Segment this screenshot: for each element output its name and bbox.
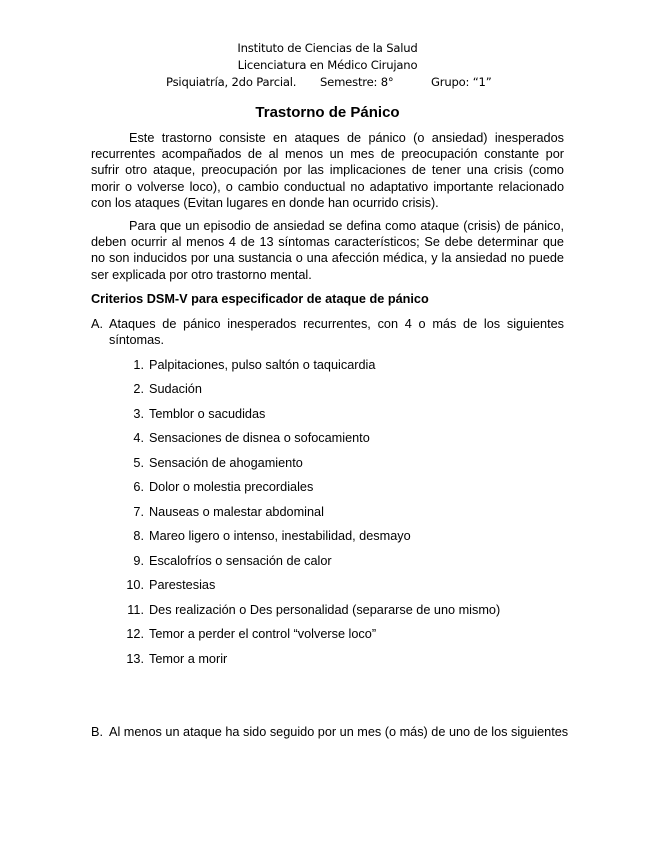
list-item-number: 13.: [126, 652, 144, 666]
list-item-text: Escalofríos o sensación de calor: [149, 554, 332, 568]
institution-name: Instituto de Ciencias de la Salud: [237, 41, 418, 55]
list-item-number: 1.: [133, 358, 144, 372]
list-item-text: Des realización o Des personalidad (separarse de uno mismo): [149, 603, 501, 617]
list-item-number: 3.: [133, 407, 144, 421]
list-item-text: Nauseas o malestar abdominal: [149, 505, 324, 519]
intro-paragraph: [91, 130, 564, 211]
list-item-number: 10.: [126, 578, 144, 592]
definition-paragraph-text: Para que un episodio de ansiedad se defina como ataque (crisis) de pánico, deben ocurrir al menos 4 de 13 síntomas característicos; Se debe determinar que no son inducidos por una sustancia o una afección médica, y la ansiedad no puede ser explicada por otro trastorno mental.: [91, 219, 564, 282]
list-item-number: 7.: [133, 505, 144, 519]
criterion-a-label: A.: [91, 317, 103, 331]
list-item-number: 12.: [126, 627, 144, 641]
course-label: Psiquiatría, 2do Parcial.: [166, 75, 297, 89]
list-item-text: Palpitaciones, pulso saltón o taquicardia: [149, 358, 376, 372]
list-item-text: Dolor o molestia precordiales: [149, 480, 314, 494]
list-item-number: 11.: [127, 603, 144, 617]
semester-label: Semestre: 8°: [320, 75, 394, 89]
document-title: Trastorno de Pánico: [255, 104, 400, 121]
list-item-text: Sensación de ahogamiento: [149, 456, 303, 470]
criterion-a: [91, 316, 564, 348]
program-name: Licenciatura en Médico Cirujano: [237, 58, 418, 72]
list-item-text: Mareo ligero o intenso, inestabilidad, desmayo: [149, 529, 411, 543]
list-item-text: Parestesias: [149, 578, 216, 592]
criterion-b-label: B.: [91, 725, 103, 739]
list-item-number: 9.: [133, 554, 144, 568]
criterion-b-text: Al menos un ataque ha sido seguido por un mes (o más) de uno de los siguientes: [109, 725, 569, 739]
list-item-number: 8.: [133, 529, 144, 543]
criterion-a-text: Ataques de pánico inesperados recurrentes, con 4 o más de los siguientes síntomas.: [109, 317, 564, 348]
group-label: Grupo: “1”: [431, 75, 492, 89]
criteria-heading: Criterios DSM-V para especificador de ataque de pánico: [91, 292, 429, 306]
list-item-text: Temblor o sacudidas: [149, 407, 266, 421]
intro-paragraph-text: Este trastorno consiste en ataques de pánico (o ansiedad) inesperados recurrentes acompañados de al menos un mes de preocupación constante por sufrir otro ataque, preocupación por las implicaciones de tener una crisis (como morir o volverse loco), o cambio conductual no adaptativo importante relacionado con los ataques (Evitan lugares en donde han ocurrido crisis).: [91, 131, 564, 210]
list-item-text: Temor a perder el control “volverse loco”: [149, 627, 377, 641]
list-item-text: Sudación: [149, 382, 202, 396]
list-item-text: Temor a morir: [149, 652, 228, 666]
criterion-b: [91, 724, 569, 740]
list-item-number: 2.: [133, 382, 144, 396]
list-item-number: 6.: [133, 480, 144, 494]
list-item-number: 5.: [133, 456, 144, 470]
list-item-text: Sensaciones de disnea o sofocamiento: [149, 431, 370, 445]
definition-paragraph: [91, 218, 564, 283]
list-item-number: 4.: [133, 431, 144, 445]
